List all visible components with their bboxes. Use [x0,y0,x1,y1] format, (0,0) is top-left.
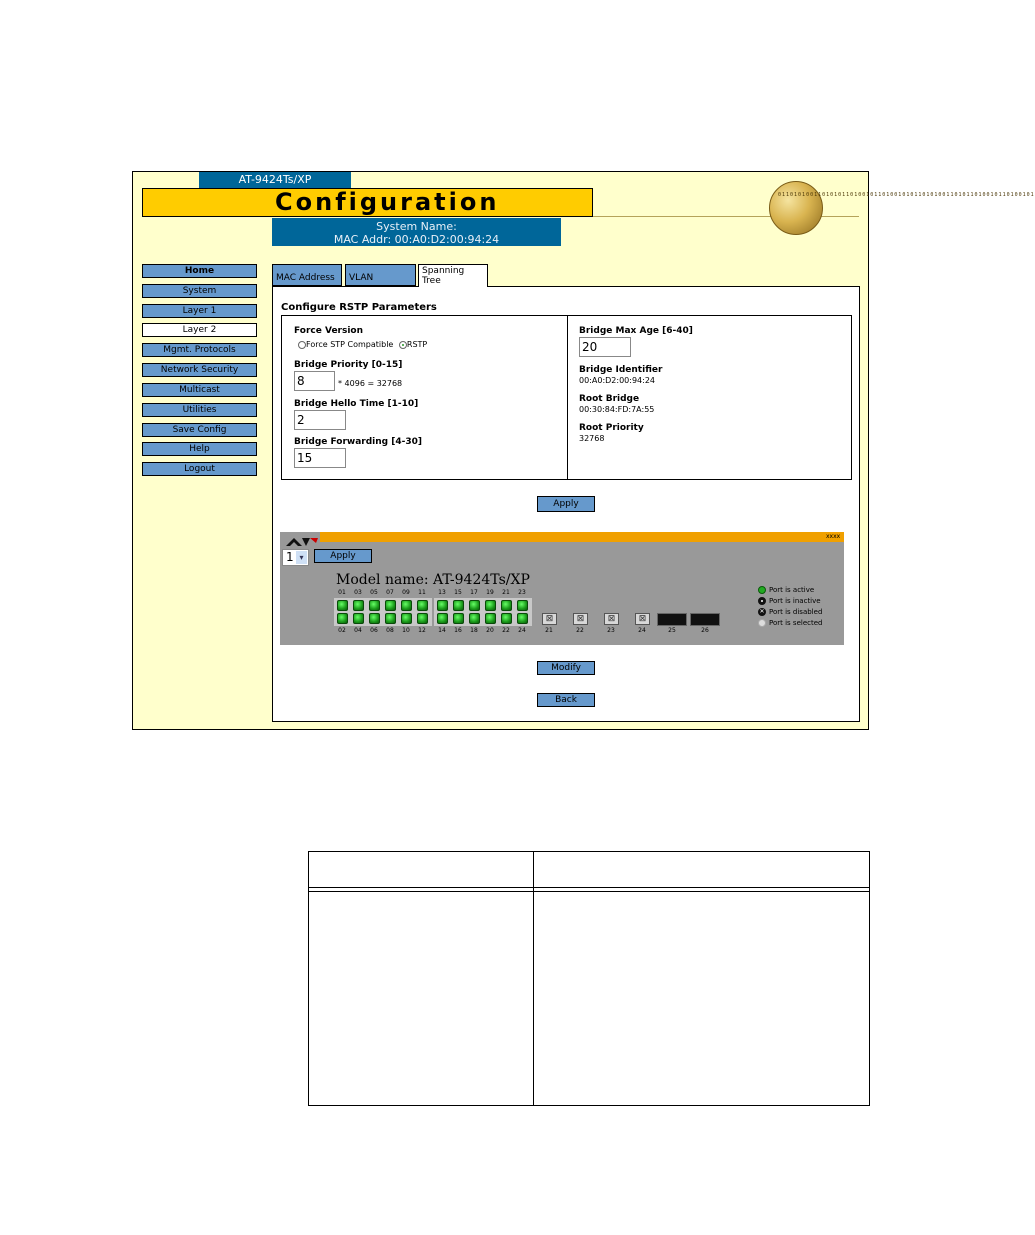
max-age-label: Bridge Max Age [6-40] [579,326,693,336]
root-bridge-label: Root Bridge [579,394,640,404]
sidebar-item-save-config[interactable]: Save Config [142,423,257,437]
port-08[interactable] [385,613,396,624]
apply-button[interactable]: Apply [537,496,595,512]
port-number-bottom: 18 [470,627,478,634]
port-22[interactable] [501,613,512,624]
port-number-bottom: 22 [502,627,510,634]
port-15[interactable] [453,600,464,611]
sfp-port-23[interactable] [604,613,619,625]
app-window [132,171,1035,730]
bridge-priority-input[interactable]: 8 [294,371,335,391]
force-version-options [298,340,427,349]
port-number-top: 15 [454,589,462,596]
document-table [308,851,870,1106]
port-number-top: 07 [386,589,394,596]
title-bar [142,188,593,217]
legend-disabled: ✕ Port is disabled [759,608,823,616]
rstp-label: RSTP [406,340,428,349]
port-23[interactable] [517,600,528,611]
switch-panel [280,532,844,645]
system-info [272,218,561,246]
panel-apply-button[interactable]: Apply [314,549,372,563]
sidebar-item-system[interactable]: System [142,284,257,298]
port-number-bottom: 20 [486,627,494,634]
port-20[interactable] [485,613,496,624]
port-11[interactable] [417,600,428,611]
port-number-bottom: 16 [454,627,462,634]
legend-selected: Port is selected [758,619,822,630]
rstp-params-box [281,315,852,480]
port-number-top: 05 [370,589,378,596]
back-button[interactable]: Back [537,693,595,707]
model-name: Model name: AT-9424Ts/XP [336,572,530,588]
port-number-top: 19 [486,589,494,596]
xfp-port-25[interactable] [657,613,687,626]
switch-corner-label: xxxx [826,533,841,540]
port-number-top: 21 [502,589,510,596]
legend-inactive: Port is inactive [758,597,822,608]
sidebar-item-mgmt-protocols[interactable]: Mgmt. Protocols [142,343,257,357]
force-version-label: Force Version [294,326,364,336]
port-number-bottom: 14 [438,627,446,634]
port-02[interactable] [337,613,348,624]
hello-time-input[interactable]: 2 [294,410,346,430]
bridge-priority-calc: * 4096 = 32768 [338,379,403,388]
force-stp-label: Force STP Compatible [306,340,394,349]
hello-time-label: Bridge Hello Time [1-10] [294,399,419,409]
port-number-top: 11 [418,589,426,596]
root-bridge-value: 00:30:84:FD:7A:55 [579,405,655,414]
port-number-top: 03 [354,589,362,596]
port-05[interactable] [369,600,380,611]
sidebar-item-multicast[interactable]: Multicast [142,383,257,397]
bridge-id-value: 00:A0:D2:00:94:24 [579,376,656,385]
port-number-top: 17 [470,589,478,596]
port-06[interactable] [369,613,380,624]
port-number-top: 23 [518,589,526,596]
sidebar-item-logout[interactable]: Logout [142,462,257,476]
port-09[interactable] [401,600,412,611]
inactive-dot-icon [758,597,766,605]
bridge-priority-label: Bridge Priority [0-15] [294,360,403,370]
sfp-port-number: 22 [576,627,584,634]
sfp-port-number: 21 [545,627,553,634]
port-03[interactable] [353,600,364,611]
xfp-port-number: 25 [668,627,676,634]
port-number-top: 13 [438,589,446,596]
globe-logo-icon: 0110101001101010110100101101001010110101001101011010010110100101 [769,181,823,235]
port-19[interactable] [485,600,496,611]
disabled-dot-icon: ✕ [759,608,765,615]
xfp-port-26[interactable] [690,613,720,626]
table-column-divider [533,852,534,1105]
port-16[interactable] [453,613,464,624]
root-priority-label: Root Priority [579,423,644,433]
sfp-port-22[interactable] [573,613,588,625]
section-title: Configure RSTP Parameters [281,302,437,313]
port-12[interactable] [417,613,428,624]
port-01[interactable] [337,600,348,611]
model-label: AT-9424Ts/XP [199,172,351,188]
port-10[interactable] [401,613,412,624]
port-number-bottom: 04 [354,627,362,634]
sfp-port-24[interactable] [635,613,650,625]
port-number-top: 09 [402,589,410,596]
port-24[interactable] [517,613,528,624]
table-header-rule-2 [309,891,869,892]
tab-vlan[interactable]: VLAN [345,264,416,286]
force-stp-radio[interactable] [298,341,306,349]
legend-active: Port is active [758,586,822,597]
port-number-bottom: 06 [370,627,378,634]
sidebar-item-layer2[interactable]: Layer 2 [142,323,257,337]
port-number-top: 01 [338,589,346,596]
port-number-bottom: 10 [402,627,410,634]
mac-address: MAC Addr: 00:A0:D2:00:94:24 [333,233,500,246]
modify-button[interactable]: Modify [537,661,595,675]
tab-mac-address[interactable]: MAC Address [272,264,342,286]
rstp-radio[interactable] [399,341,407,349]
forwarding-input[interactable]: 15 [294,448,346,468]
sfp-port-number: 23 [607,627,615,634]
port-14[interactable] [437,613,448,624]
port-04[interactable] [353,613,364,624]
legend [758,586,822,630]
port-18[interactable] [469,613,480,624]
forwarding-label: Bridge Forwarding [4-30] [294,437,422,447]
port-17[interactable] [469,600,480,611]
column-divider [567,316,568,479]
page-title: Configuration [275,188,500,216]
active-dot-icon [758,586,766,594]
port-13[interactable] [437,600,448,611]
main-content [272,286,860,722]
selected-dot-icon [758,619,766,627]
sidebar-item-help[interactable]: Help [142,442,257,456]
tab-spanning-tree[interactable] [418,264,488,287]
max-age-input[interactable]: 20 [579,337,631,357]
xfp-port-number: 26 [701,627,709,634]
sidebar-item-home[interactable]: Home [142,264,257,278]
port-number-bottom: 12 [418,627,426,634]
bridge-id-label: Bridge Identifier [579,365,663,375]
system-name: System Name: [376,220,457,233]
port-number-bottom: 02 [338,627,346,634]
chevron-down-icon: ▾ [296,551,307,564]
table-header-rule-1 [309,887,869,888]
port-number-bottom: 24 [518,627,526,634]
tab-spanning-tree-label: Spanning Tree [422,266,465,286]
sidebar-item-layer1[interactable]: Layer 1 [142,304,257,318]
sfp-port-21[interactable] [542,613,557,625]
sfp-port-number: 24 [638,627,646,634]
sidebar-item-network-security[interactable]: Network Security [142,363,257,377]
port-21[interactable] [501,600,512,611]
unit-select-value: 1 [286,550,294,564]
port-number-bottom: 08 [386,627,394,634]
sidebar-item-utilities[interactable]: Utilities [142,403,257,417]
root-priority-value: 32768 [579,434,605,443]
port-07[interactable] [385,600,396,611]
